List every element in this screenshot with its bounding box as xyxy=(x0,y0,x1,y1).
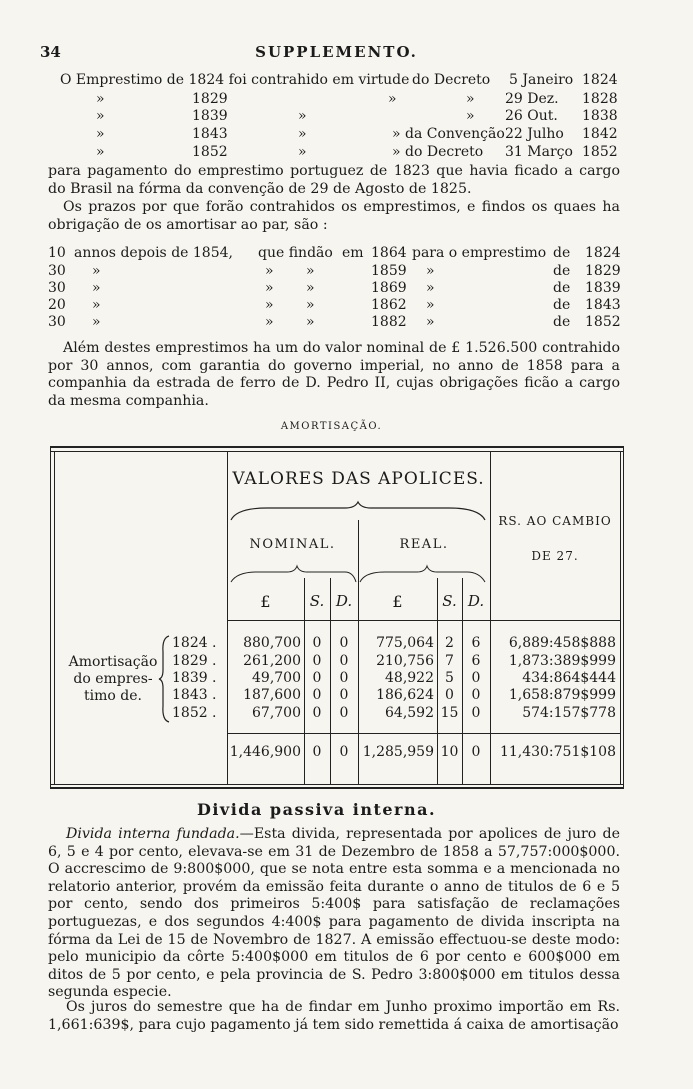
rs-header: RS. AO CAMBIO xyxy=(498,514,612,528)
internal-debt-label: Divida interna fundada. xyxy=(66,826,240,842)
paragraph-terms: Os prazos por que forão contrahidos os emprestimos, e findos os quaes ha obrigação de os amortisar ao par, são : xyxy=(48,199,620,233)
page-number: 34 xyxy=(40,43,61,61)
section-heading: Divida passiva interna. xyxy=(196,800,437,819)
paragraph-internal-debt: Divida interna fundada.—Esta divida, representada por apolices de juro de 6, 5 e 4 por cento, elevava-se em 31 de Dezembro de 1858 a 57,757:000$000. O accrescimo de 9:800$000, que se nota entre esta somma e a mencionada no relatorio anterior, provém da emissão feita durante o anno de titulos de 6 e 5 por cento, sendo dos primeiros 5:400$ para satisfação de reclamações portuguezas, e dos segundos 4:400$ para pagamento de divida inscripta na fórma da Lei de 15 de Novembro de 1827. A emissão effectuou-se deste modo: pelo municipio da côrte 5:400$000 em titulos de 6 por cento e 600$000 em ditos de 5 por cento, e pela provincia de S. Pedro 3:800$000 em titulos dessa segunda especie. xyxy=(48,826,620,1001)
col-d-real: D. xyxy=(467,592,485,610)
loan-line: 5 Janeiro xyxy=(509,72,574,88)
page-title: SUPPLEMENTO. xyxy=(255,43,418,61)
rs-header-rate: DE 27. xyxy=(531,549,579,563)
page: 34 SUPPLEMENTO. O Emprestimo de 1824 foi contrahido em virtude do Decreto 5 Janeiro 1824 » 1829 » » 29 Dez. 1828 » 1839 » » 26 Out. 1838 » 1843 » » da Convenção 22 Julho 1842 » 1852 » » do Decreto 31 Março 1852 para pagamento do emprestimo portuguez de 1823 que havia ficado a cargo do Brasil na fórma da convenção de 29 de Agosto de 1825. Os prazos por que forão contrahidos os emprestimos, e findos os quaes ha obrigação de os amortisar ao par, são : 10 annos depois de 1854, que findão em 1864 para o emprestimo de 1824 30 » » » 1859 » de 1829 30 » » » 1869 » de 1839 20 » » » 1862 » de 1843 30 » » » 1882 » de 1852 Além destes emprestimos ha um do valor nominal de £ 1.526.500 contrahido por 30 annos, com garantia do governo imperial, no anno de 1858 para a companhia da estrada de ferro de D. Pedro II, cujas obrigações ficão a cargo da mesma companhia. AMORTISAÇÃO. VALORES DAS APOLICES. NOMINAL. REAL. RS. AO CAMBIO DE 27. £ S. D. £ S. D. Amortisação do empres- timo de. 1824 . 880,700 0 0 775,064 2 6 6,889:458$888 1829 . 261,200 0 0 210,756 7 6 1,873:389$999 1839 . 49,700 0 0 48,922 5 0 434:864$444 1843 . 187,600 0 0 186,624 0 0 1,658:879$999 1852 . 67,700 0 0 64,592 15 0 574:157$778 1,446,900 0 0 1,285,959 10 0 11,430:751$108 Divida passiva interna. Divida interna fundada.—Esta divida, representada por apolices de juro de 6, 5 e 4 por cento, elevava-se em 31 de Dezembro de 1858 a 57,757:000$000. O accrescimo de 9:800$000, que se nota entre esta somma e a mencionada no relatorio anterior, provém da emissão feita durante o anno de titulos de 6 e 5 por cento, sendo dos primeiros 5:400$ para satisfação de reclamações portuguezas, e dos segundos 4:400$ para pagamento de divida inscripta na fórma da Lei de 15 de Novembro de 1827. A emissão effectuou-se deste modo: pelo municipio da côrte 5:400$000 em titulos de 6 por cento e 600$000 em ditos de 5 por cento, e pela provincia de S. Pedro 3:800$000 em titulos dessa segunda especie. Os juros do semestre que ha de findar em Junho proximo importão em Rs. 1,661:639$, para cujo pagamento já tem sido remettida á caixa de amortisação xyxy=(0,0,693,1089)
paragraph-interest: Os juros do semestre que ha de findar em Junho proximo importão em Rs. 1,661:639$, para cujo pagamento já tem sido remettida á caixa de amortisação xyxy=(48,999,620,1033)
row-label-line: Amortisação xyxy=(68,654,158,670)
row-label-line: timo de. xyxy=(84,688,142,704)
col-s-real: S. xyxy=(442,592,457,610)
page-header xyxy=(40,43,633,63)
row-brace xyxy=(158,634,172,724)
loan-line: do Decreto xyxy=(412,72,491,88)
paragraph-loans-cont: para pagamento do emprestimo portuguez de 1823 que havia ficado a cargo do Brasil na fórma da convenção de 29 de Agosto de 1825. xyxy=(48,163,620,197)
col-d-nominal: D. xyxy=(335,592,353,610)
amortisation-title: AMORTISAÇÃO. xyxy=(280,421,383,432)
row-label-line: do empres- xyxy=(73,671,153,687)
col-pound-nominal: £ xyxy=(260,592,271,611)
values-header: VALORES DAS APOLICES. xyxy=(232,469,485,489)
paragraph-extra-loan: Além destes emprestimos ha um do valor nominal de £ 1.526.500 contrahido por 30 annos, com garantia do governo imperial, no anno de 1858 para a companhia da estrada de ferro de D. Pedro II, cujas obrigações ficão a cargo da mesma companhia. xyxy=(48,340,620,409)
loan-line: O Emprestimo de 1824 foi contrahido em virtude xyxy=(60,72,410,88)
loan-line: 1824 xyxy=(582,72,618,88)
nominal-header: NOMINAL. xyxy=(249,537,336,552)
real-header: REAL. xyxy=(399,537,449,552)
col-s-nominal: S. xyxy=(309,592,325,610)
col-pound-real: £ xyxy=(392,592,403,611)
